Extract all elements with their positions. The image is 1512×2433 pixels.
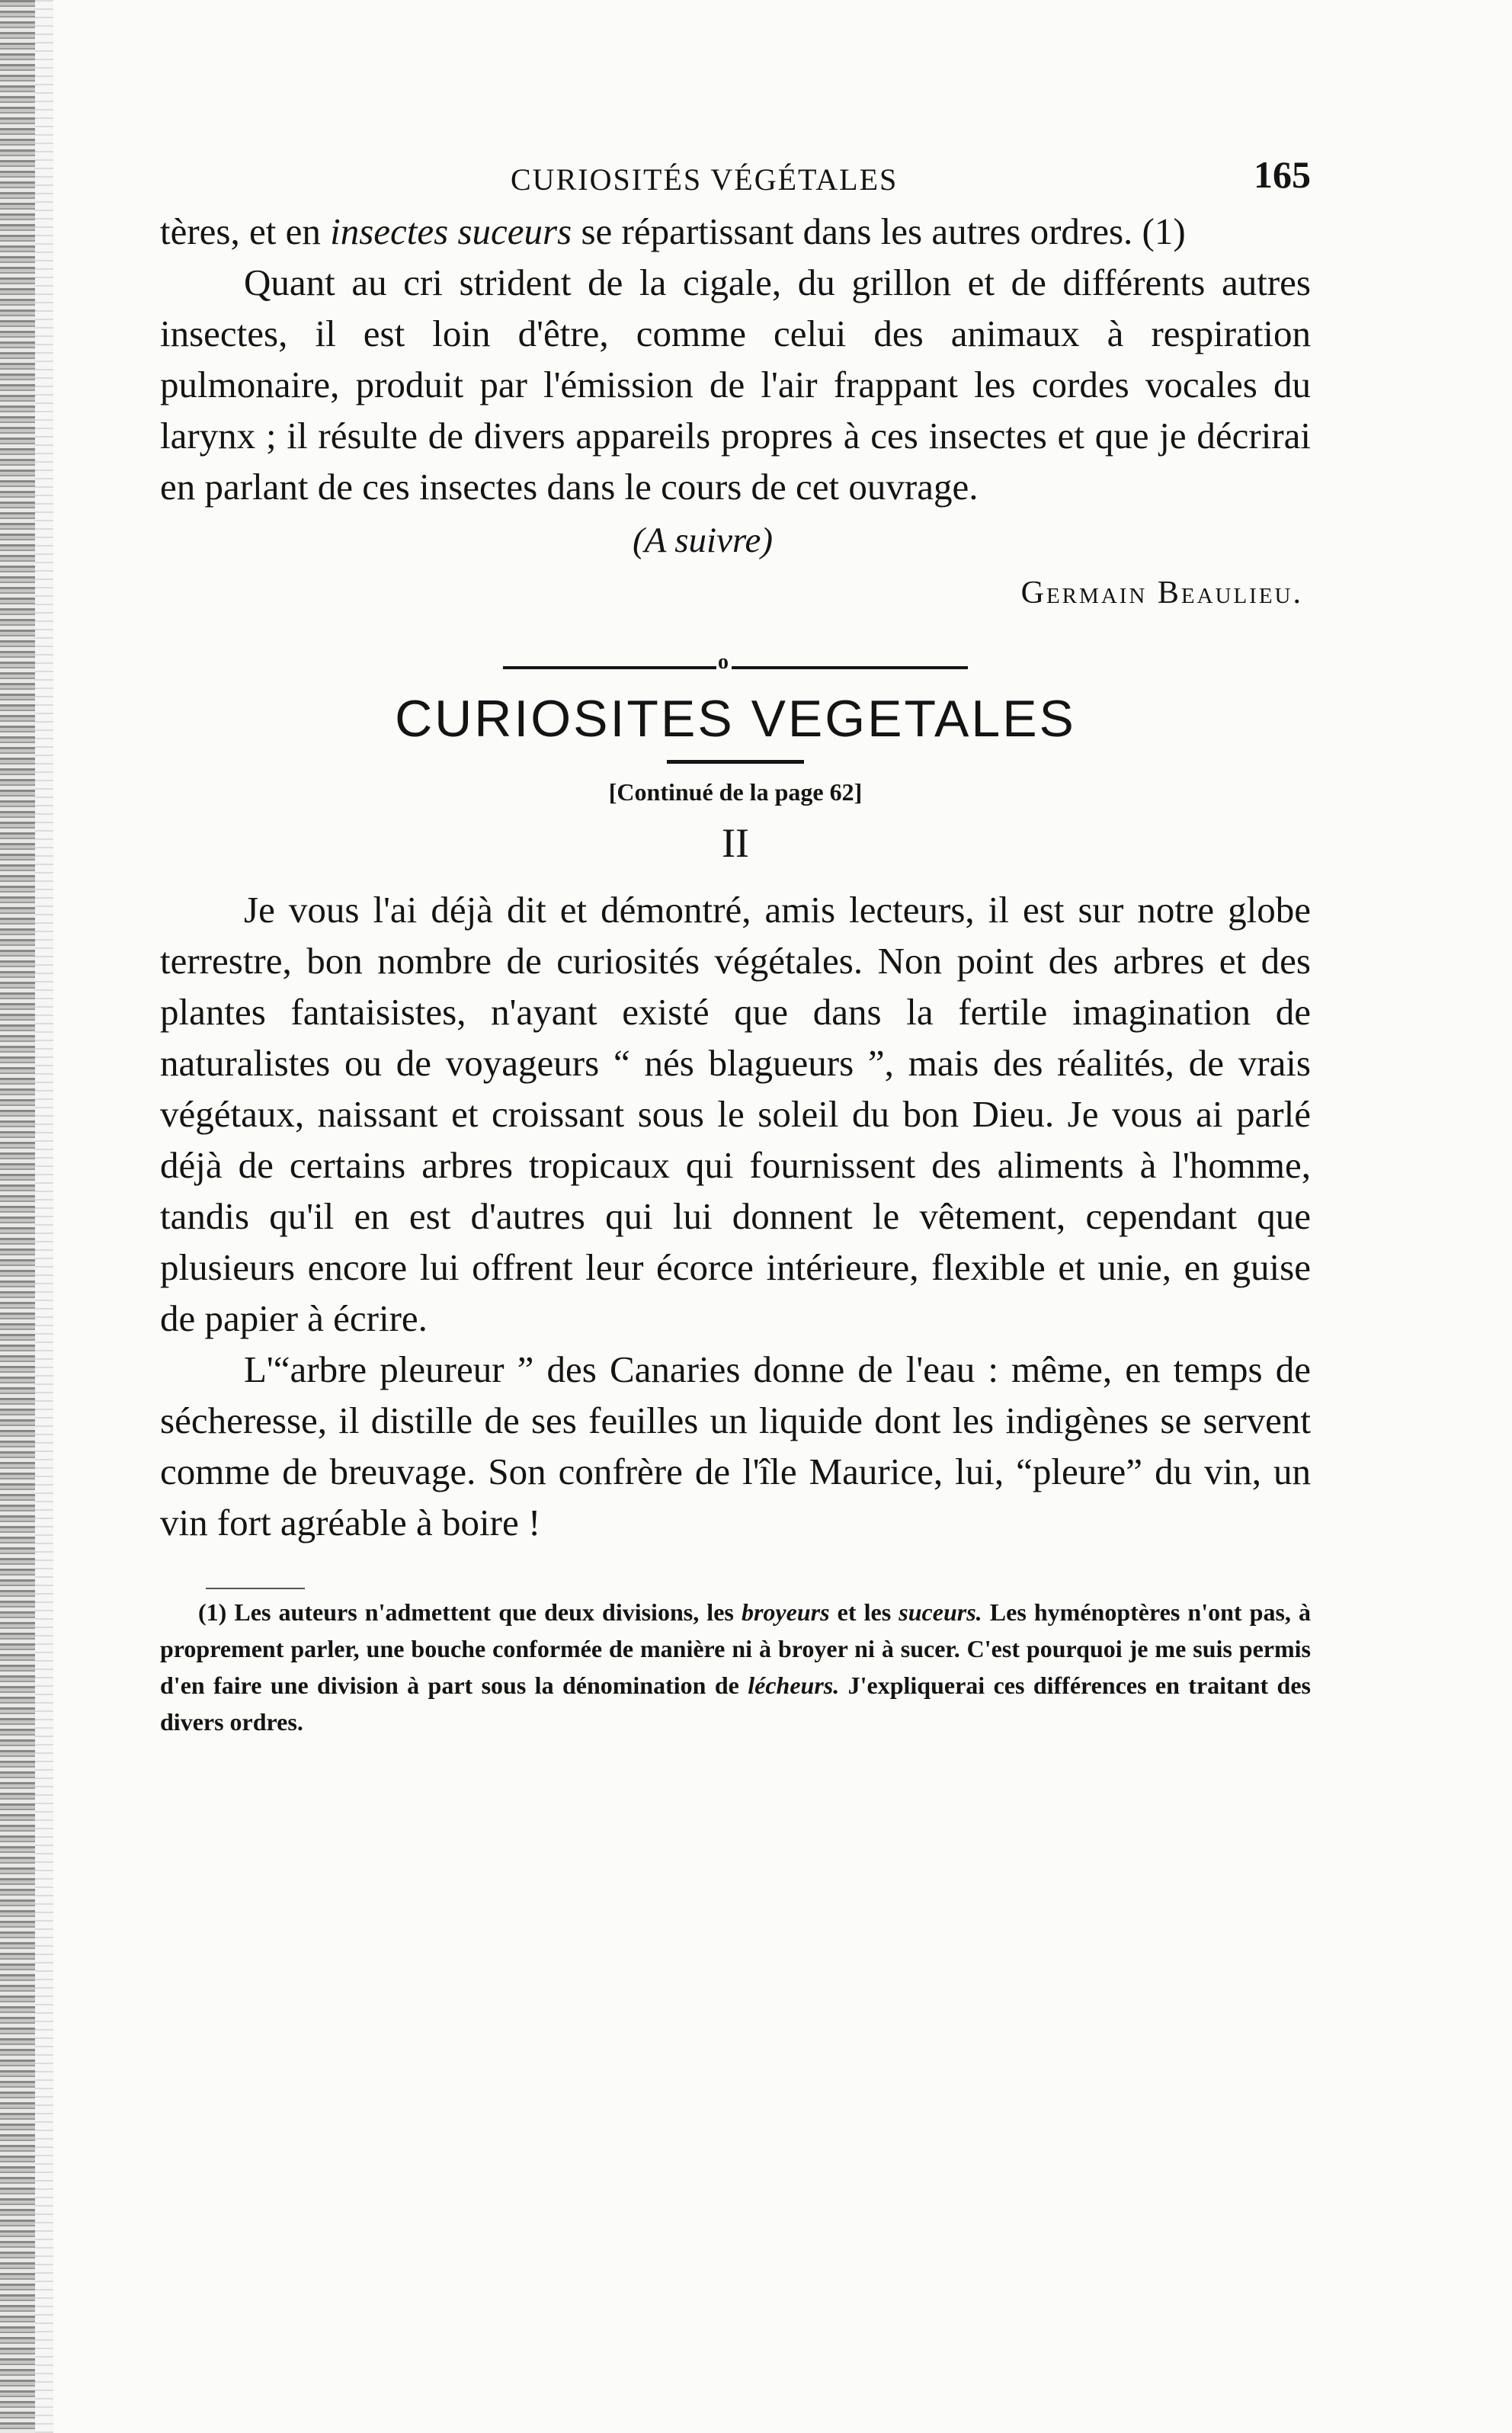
paragraph-text: tères, et en xyxy=(160,210,331,252)
to-be-continued: (A suivre) xyxy=(633,521,774,560)
footnote-italic-term: lécheurs. xyxy=(748,1672,840,1699)
separator-line-left xyxy=(503,666,716,669)
footnote-rule xyxy=(206,1588,305,1589)
paragraph-curiosities: Je vous l'ai déjà dit et démontré, amis lecteurs, il est sur notre globe terrestre, bon nombre de curiosités végétales. Non point des arbres et des plantes fantaisistes, n'ayant existé que dans la fertile imagination de naturalistes ou de voyageurs “ nés blagueurs ”, mais des réalités, de vrais végétaux, naissant et croissant sous le soleil du bon Dieu. Je vous ai parlé déjà de certains arbres tropicaux qui fournissent des aliments à l'homme, tandis qu'il en est d'autres qui lui donnent le vêtement, cependant que plusieurs encore lui offrent leur écorce intérieure, flexible et unie, en guise de papier à écrire. xyxy=(160,889,1311,1339)
footnote xyxy=(160,1594,1311,1740)
running-title: CURIOSITÉS VÉGÉTALES xyxy=(511,162,899,197)
footnote-italic-term: suceurs. xyxy=(899,1598,982,1626)
author-signature: Germain Beaulieu. xyxy=(1020,575,1303,611)
scan-binding-edge xyxy=(0,0,35,2433)
paragraph-insect-sounds: Quant au cri strident de la cigale, du grillon et de différents autres insectes, il est loin d'être, comme celui des animaux à respiration pulmonaire, produit par l'émission de l'air frappant les cordes vocales du larynx ; il résulte de divers appareils propres à ces insectes et que je décrirai en parlant de ces insectes dans le cours de cet ouvrage. xyxy=(160,261,1311,508)
separator-line-right xyxy=(732,666,968,669)
footnote-text-part: J'expliquerai ces différences en traitant des divers ordres. xyxy=(160,1672,1312,1736)
footnote-text-part: et les xyxy=(829,1598,899,1626)
section-number: II xyxy=(722,820,749,866)
paragraph-text: se répartissant dans les autres ordres. (1) xyxy=(572,210,1186,252)
title-underline xyxy=(667,760,804,764)
scan-binding-shadow xyxy=(35,0,53,2433)
page xyxy=(160,152,1311,1740)
footnote-text-part: (1) Les auteurs n'admettent que deux divisions, les xyxy=(198,1598,742,1626)
footnote-text-part: Les hyménoptères n'ont pas, à proprement parler, une bouche conformée de manière ni à broyer ni à sucer. C'est pourquoi je me suis permis d'en faire une division à part sous la dénomination de xyxy=(160,1598,1312,1699)
footnote-text xyxy=(160,1594,1311,1740)
section-separator xyxy=(503,650,968,675)
paragraph-weeping-tree: L'“arbre pleureur ” des Canaries donne de l'eau : même, en temps de sécheresse, il distille de ses feuilles un liquide dont les indigènes se servent comme de breuvage. Son confrère de l'île Maurice, lui, “pleure” du vin, un vin fort agréable à boire ! xyxy=(160,1348,1311,1543)
italic-term: insectes suceurs xyxy=(330,210,572,252)
separator-mark: o xyxy=(718,650,729,674)
footnote-italic-term: broyeurs xyxy=(741,1598,830,1626)
page-number: 165 xyxy=(1254,153,1311,196)
continued-paragraph xyxy=(160,206,1311,257)
continued-note: [Continué de la page 62] xyxy=(608,778,863,806)
article-title: CURIOSITES VEGETALES xyxy=(395,690,1076,748)
running-header xyxy=(160,152,1311,206)
